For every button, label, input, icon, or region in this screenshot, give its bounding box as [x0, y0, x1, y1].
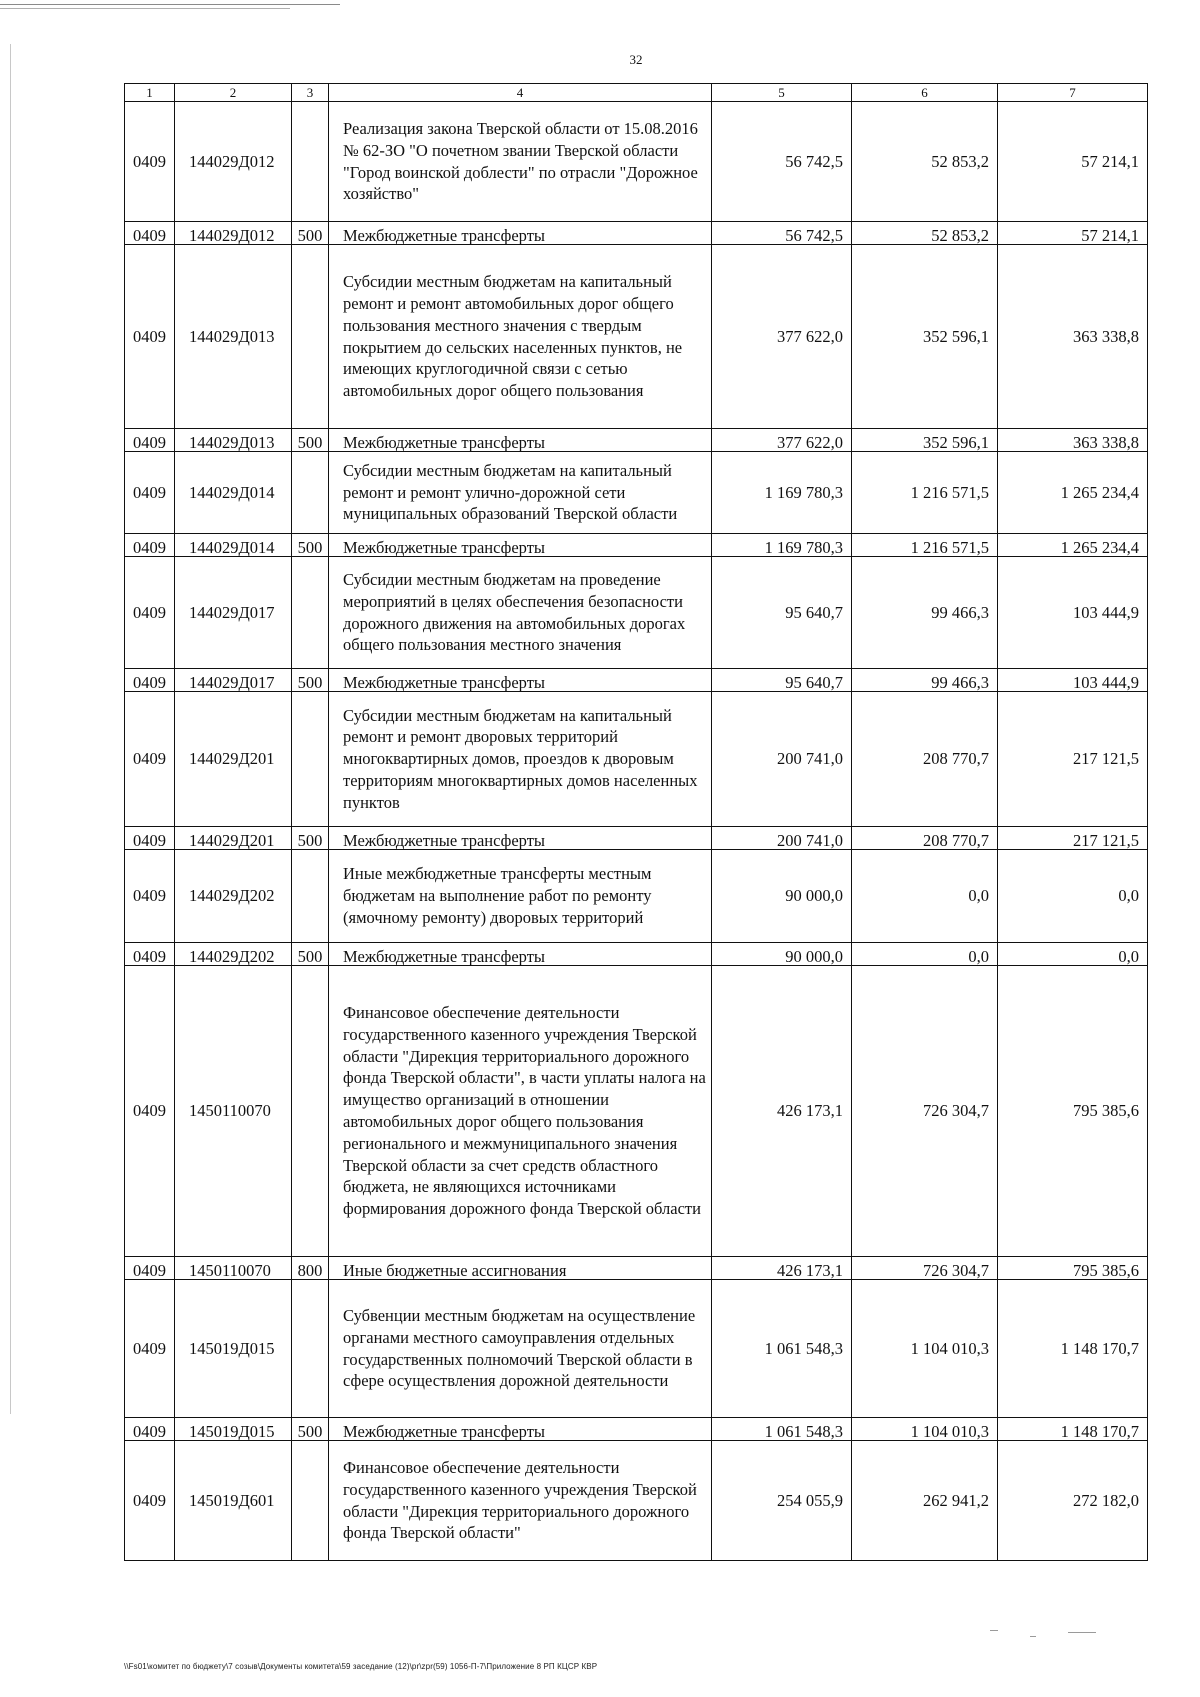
table-row [125, 669, 1148, 692]
scan-artifact [1030, 1636, 1036, 1637]
amount-col5-cell: 426 173,1 [712, 966, 852, 1257]
amount-col6-cell: 99 466,3 [852, 669, 998, 692]
target-code-cell: 144029Д012 [175, 102, 292, 222]
expense-type-cell: 800 [292, 1257, 329, 1280]
description-cell: Межбюджетные трансферты [329, 1418, 712, 1441]
section-code-cell: 0409 [125, 222, 175, 245]
table-row [125, 692, 1148, 827]
target-code-cell: 144029Д012 [175, 222, 292, 245]
description-cell: Субсидии местным бюджетам на капитальный ремонт и ремонт улично-дорожной сети муниципальных образований Тверской области [329, 452, 712, 534]
amount-col6-cell: 1 104 010,3 [852, 1280, 998, 1418]
section-code-cell: 0409 [125, 1441, 175, 1561]
amount-col7-cell: 1 148 170,7 [998, 1418, 1148, 1441]
description-cell: Субсидии местным бюджетам на капитальный ремонт и ремонт дворовых территорий многоквартирных домов, проездов к дворовым территориям многоквартирных домов населенных пунктов [329, 692, 712, 827]
amount-col7-cell: 363 338,8 [998, 429, 1148, 452]
table-row [125, 557, 1148, 669]
amount-col5-cell: 426 173,1 [712, 1257, 852, 1280]
expense-type-cell: 500 [292, 534, 329, 557]
expense-type-cell: 500 [292, 1418, 329, 1441]
amount-col6-cell: 352 596,1 [852, 245, 998, 429]
section-code-cell: 0409 [125, 429, 175, 452]
amount-col7-cell: 1 265 234,4 [998, 452, 1148, 534]
scan-artifact [1068, 1632, 1096, 1633]
table-row [125, 102, 1148, 222]
amount-col7-cell: 272 182,0 [998, 1441, 1148, 1561]
section-code-cell: 0409 [125, 850, 175, 943]
description-cell: Реализация закона Тверской области от 15.08.2016 № 62-ЗО "О почетном звании Тверской области "Город воинской доблести" по отрасли "Дорожное хозяйство" [329, 102, 712, 222]
table-row [125, 1418, 1148, 1441]
amount-col6-cell: 1 104 010,3 [852, 1418, 998, 1441]
target-code-cell: 144029Д014 [175, 452, 292, 534]
target-code-cell: 144029Д013 [175, 245, 292, 429]
expense-type-cell [292, 245, 329, 429]
expense-type-cell [292, 850, 329, 943]
target-code-cell: 144029Д201 [175, 827, 292, 850]
column-number: 3 [292, 84, 329, 102]
column-number-row [125, 84, 1148, 102]
amount-col7-cell: 217 121,5 [998, 827, 1148, 850]
amount-col5-cell: 1 169 780,3 [712, 452, 852, 534]
amount-col6-cell: 0,0 [852, 943, 998, 966]
target-code-cell: 144029Д013 [175, 429, 292, 452]
section-code-cell: 0409 [125, 943, 175, 966]
expense-type-cell: 500 [292, 943, 329, 966]
amount-col7-cell: 0,0 [998, 850, 1148, 943]
expense-type-cell [292, 1441, 329, 1561]
expense-type-cell: 500 [292, 429, 329, 452]
description-cell: Межбюджетные трансферты [329, 222, 712, 245]
target-code-cell: 145019Д601 [175, 1441, 292, 1561]
target-code-cell: 145019Д015 [175, 1280, 292, 1418]
section-code-cell: 0409 [125, 1418, 175, 1441]
amount-col5-cell: 95 640,7 [712, 557, 852, 669]
section-code-cell: 0409 [125, 102, 175, 222]
column-number: 7 [998, 84, 1148, 102]
amount-col5-cell: 377 622,0 [712, 245, 852, 429]
expense-type-cell: 500 [292, 827, 329, 850]
description-cell: Иные бюджетные ассигнования [329, 1257, 712, 1280]
budget-table [124, 83, 1148, 1561]
amount-col5-cell: 90 000,0 [712, 943, 852, 966]
table-row [125, 966, 1148, 1257]
amount-col6-cell: 1 216 571,5 [852, 534, 998, 557]
amount-col7-cell: 103 444,9 [998, 669, 1148, 692]
scan-edge-line [0, 8, 290, 9]
target-code-cell: 145019Д015 [175, 1418, 292, 1441]
target-code-cell: 1450110070 [175, 966, 292, 1257]
description-cell: Межбюджетные трансферты [329, 669, 712, 692]
amount-col5-cell: 254 055,9 [712, 1441, 852, 1561]
amount-col6-cell: 208 770,7 [852, 827, 998, 850]
footer-file-path: \\Fs01\комитет по бюджету\7 созыв\Документы комитета\59 заседание (12)\pr\zpr(59) 1056-П-7\Приложение 8 РП КЦСР КВР [124, 1662, 598, 1671]
column-number: 6 [852, 84, 998, 102]
amount-col5-cell: 56 742,5 [712, 222, 852, 245]
target-code-cell: 144029Д017 [175, 557, 292, 669]
target-code-cell: 144029Д017 [175, 669, 292, 692]
amount-col7-cell: 1 265 234,4 [998, 534, 1148, 557]
section-code-cell: 0409 [125, 452, 175, 534]
amount-col7-cell: 57 214,1 [998, 222, 1148, 245]
description-cell: Иные межбюджетные трансферты местным бюджетам на выполнение работ по ремонту (ямочному ремонту) дворовых территорий [329, 850, 712, 943]
description-cell: Субвенции местным бюджетам на осуществление органами местного самоуправления отдельных государственных полномочий Тверской области в сфере осуществления дорожной деятельности [329, 1280, 712, 1418]
description-cell: Финансовое обеспечение деятельности государственного казенного учреждения Тверской области "Дирекция территориального дорожного фонда Тверской области", в части уплаты налога на имущество организаций в отношении автомобильных дорог общего пользования регионального и межмуниципального значения Тверской области за счет средств областного бюджета, не являющихся источниками формирования дорожного фонда Тверской области [329, 966, 712, 1257]
amount-col5-cell: 377 622,0 [712, 429, 852, 452]
page-number: 32 [629, 52, 643, 67]
target-code-cell: 144029Д201 [175, 692, 292, 827]
description-cell: Финансовое обеспечение деятельности государственного казенного учреждения Тверской области "Дирекция территориального дорожного фонда Тверской области" [329, 1441, 712, 1561]
column-number: 1 [125, 84, 175, 102]
amount-col7-cell: 1 148 170,7 [998, 1280, 1148, 1418]
section-code-cell: 0409 [125, 1257, 175, 1280]
amount-col5-cell: 56 742,5 [712, 102, 852, 222]
amount-col7-cell: 217 121,5 [998, 692, 1148, 827]
amount-col6-cell: 52 853,2 [852, 222, 998, 245]
table-row [125, 452, 1148, 534]
amount-col6-cell: 352 596,1 [852, 429, 998, 452]
expense-type-cell [292, 692, 329, 827]
section-code-cell: 0409 [125, 557, 175, 669]
description-cell: Межбюджетные трансферты [329, 943, 712, 966]
amount-col7-cell: 795 385,6 [998, 966, 1148, 1257]
table-row [125, 943, 1148, 966]
table-row [125, 850, 1148, 943]
target-code-cell: 144029Д014 [175, 534, 292, 557]
amount-col7-cell: 103 444,9 [998, 557, 1148, 669]
description-cell: Субсидии местным бюджетам на проведение мероприятий в целях обеспечения безопасности дорожного движения на автомобильных дорогах общего пользования местного значения [329, 557, 712, 669]
table-row [125, 429, 1148, 452]
section-code-cell: 0409 [125, 827, 175, 850]
column-number: 4 [329, 84, 712, 102]
section-code-cell: 0409 [125, 1280, 175, 1418]
amount-col6-cell: 726 304,7 [852, 966, 998, 1257]
amount-col5-cell: 200 741,0 [712, 692, 852, 827]
description-cell: Межбюджетные трансферты [329, 827, 712, 850]
section-code-cell: 0409 [125, 966, 175, 1257]
amount-col5-cell: 95 640,7 [712, 669, 852, 692]
table-row [125, 534, 1148, 557]
expense-type-cell [292, 966, 329, 1257]
amount-col7-cell: 57 214,1 [998, 102, 1148, 222]
amount-col7-cell: 795 385,6 [998, 1257, 1148, 1280]
amount-col5-cell: 1 169 780,3 [712, 534, 852, 557]
amount-col6-cell: 52 853,2 [852, 102, 998, 222]
section-code-cell: 0409 [125, 534, 175, 557]
column-number: 2 [175, 84, 292, 102]
target-code-cell: 1450110070 [175, 1257, 292, 1280]
amount-col5-cell: 200 741,0 [712, 827, 852, 850]
expense-type-cell [292, 1280, 329, 1418]
table-row [125, 222, 1148, 245]
description-cell: Межбюджетные трансферты [329, 534, 712, 557]
amount-col6-cell: 726 304,7 [852, 1257, 998, 1280]
amount-col6-cell: 99 466,3 [852, 557, 998, 669]
target-code-cell: 144029Д202 [175, 943, 292, 966]
description-cell: Субсидии местным бюджетам на капитальный ремонт и ремонт автомобильных дорог общего пользования местного значения с твердым покрытием до сельских населенных пунктов, не имеющих круглогодичной связи с сетью автомобильных дорог общего пользования [329, 245, 712, 429]
amount-col6-cell: 0,0 [852, 850, 998, 943]
table-row [125, 1257, 1148, 1280]
expense-type-cell: 500 [292, 669, 329, 692]
scan-artifact [990, 1630, 998, 1631]
expense-type-cell [292, 452, 329, 534]
expense-type-cell [292, 557, 329, 669]
amount-col5-cell: 1 061 548,3 [712, 1418, 852, 1441]
amount-col7-cell: 0,0 [998, 943, 1148, 966]
expense-type-cell: 500 [292, 222, 329, 245]
description-cell: Межбюджетные трансферты [329, 429, 712, 452]
target-code-cell: 144029Д202 [175, 850, 292, 943]
table-row [125, 827, 1148, 850]
section-code-cell: 0409 [125, 245, 175, 429]
column-number: 5 [712, 84, 852, 102]
section-code-cell: 0409 [125, 669, 175, 692]
scan-edge-line [0, 4, 340, 5]
amount-col5-cell: 1 061 548,3 [712, 1280, 852, 1418]
expense-type-cell [292, 102, 329, 222]
amount-col6-cell: 262 941,2 [852, 1441, 998, 1561]
table-row [125, 1441, 1148, 1561]
amount-col7-cell: 363 338,8 [998, 245, 1148, 429]
table-row [125, 245, 1148, 429]
amount-col5-cell: 90 000,0 [712, 850, 852, 943]
amount-col6-cell: 208 770,7 [852, 692, 998, 827]
table-row [125, 1280, 1148, 1418]
amount-col6-cell: 1 216 571,5 [852, 452, 998, 534]
section-code-cell: 0409 [125, 692, 175, 827]
scan-edge-line [10, 44, 11, 1414]
